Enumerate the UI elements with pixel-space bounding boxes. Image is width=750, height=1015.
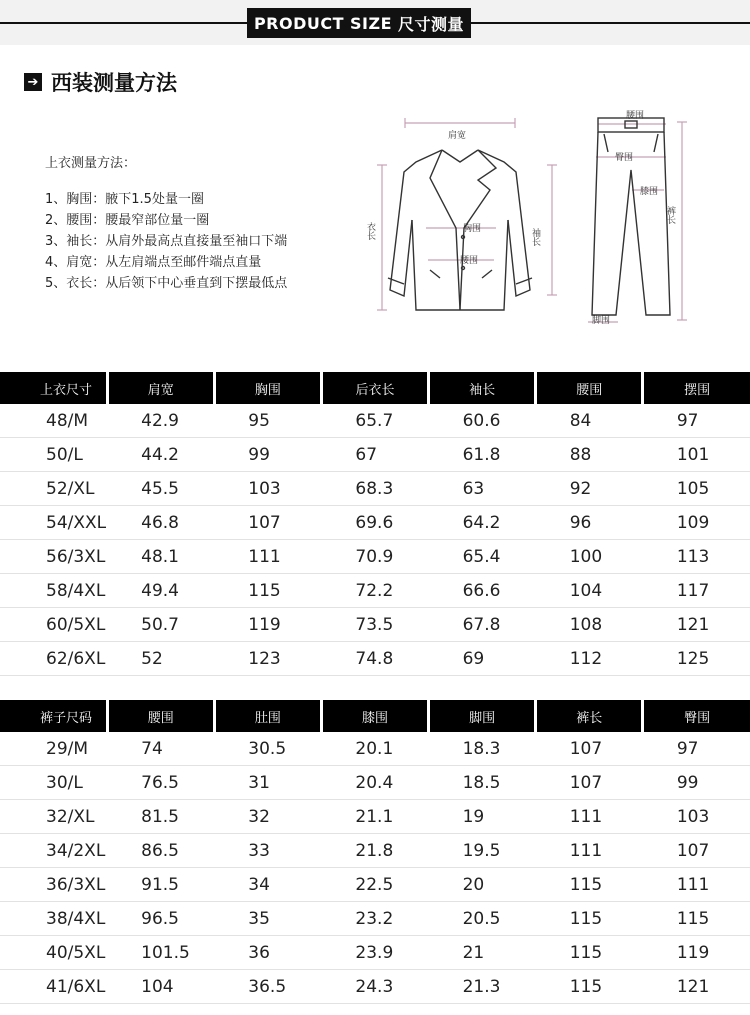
table-cell: 32 <box>214 800 321 834</box>
table-cell: 52/XL <box>0 472 107 506</box>
table-cell: 123 <box>214 642 321 676</box>
column-header: 后衣长 <box>321 372 428 404</box>
table-cell: 67 <box>321 438 428 472</box>
table-cell: 101.5 <box>107 936 214 970</box>
table-cell: 96 <box>536 506 643 540</box>
table-cell: 103 <box>214 472 321 506</box>
label-pants-knee: 膝围 <box>640 187 659 197</box>
pants-size-table <box>0 700 750 1004</box>
table-cell: 107 <box>536 766 643 800</box>
table-cell: 112 <box>536 642 643 676</box>
table-cell: 36/3XL <box>0 868 107 902</box>
table-cell: 100 <box>536 540 643 574</box>
table-cell: 111 <box>536 834 643 868</box>
table-cell: 36.5 <box>214 970 321 1004</box>
table-row <box>0 902 750 936</box>
table-row <box>0 608 750 642</box>
table-row <box>0 868 750 902</box>
table-cell: 52 <box>107 642 214 676</box>
table-cell: 96.5 <box>107 902 214 936</box>
table-cell: 99 <box>214 438 321 472</box>
table-cell: 21 <box>429 936 536 970</box>
table-cell: 21.3 <box>429 970 536 1004</box>
table-cell: 63 <box>429 472 536 506</box>
table-cell: 35 <box>214 902 321 936</box>
table-cell: 101 <box>643 438 750 472</box>
arrow-right-icon: ➔ <box>24 73 42 91</box>
table-cell: 72.2 <box>321 574 428 608</box>
table-cell: 84 <box>536 404 643 438</box>
table-cell: 40/5XL <box>0 936 107 970</box>
table-cell: 70.9 <box>321 540 428 574</box>
table-cell: 18.3 <box>429 732 536 766</box>
table-cell: 121 <box>643 970 750 1004</box>
table-cell: 81.5 <box>107 800 214 834</box>
label-chest: 胸围 <box>463 224 482 234</box>
table-cell: 67.8 <box>429 608 536 642</box>
table-cell: 109 <box>643 506 750 540</box>
table-cell: 24.3 <box>321 970 428 1004</box>
table-cell: 115 <box>536 868 643 902</box>
table-row <box>0 404 750 438</box>
table-cell: 31 <box>214 766 321 800</box>
label-waist: 腰围 <box>460 256 479 266</box>
table-cell: 29/M <box>0 732 107 766</box>
table-cell: 22.5 <box>321 868 428 902</box>
banner-title <box>247 8 471 38</box>
table-cell: 111 <box>214 540 321 574</box>
table-cell: 99 <box>643 766 750 800</box>
pants-icon <box>570 110 695 325</box>
table-cell: 107 <box>643 834 750 868</box>
instruction-item: 4、肩宽：从左肩端点至邮件端点直量 <box>45 255 262 270</box>
table-row <box>0 970 750 1004</box>
column-header: 裤子尺码 <box>0 700 107 732</box>
table-cell: 20 <box>429 868 536 902</box>
table-cell: 111 <box>643 868 750 902</box>
table-cell: 34/2XL <box>0 834 107 868</box>
table-row <box>0 766 750 800</box>
label-sleeve: 袖长 <box>530 228 540 246</box>
table-cell: 117 <box>643 574 750 608</box>
table-cell: 65.4 <box>429 540 536 574</box>
table-cell: 60.6 <box>429 404 536 438</box>
table-header-row <box>0 700 750 732</box>
table-cell: 113 <box>643 540 750 574</box>
banner-en-2: SIZE <box>350 13 393 33</box>
table-cell: 74.8 <box>321 642 428 676</box>
column-header: 胸围 <box>214 372 321 404</box>
column-header: 腰围 <box>536 372 643 404</box>
table-cell: 65.7 <box>321 404 428 438</box>
table-cell: 104 <box>536 574 643 608</box>
table-cell: 56/3XL <box>0 540 107 574</box>
instruction-item: 5、衣长：从后领下中心垂直到下摆最低点 <box>45 276 288 291</box>
table-cell: 48/M <box>0 404 107 438</box>
table-row <box>0 834 750 868</box>
label-shoulder: 肩宽 <box>448 131 467 141</box>
table-cell: 49.4 <box>107 574 214 608</box>
table-cell: 69 <box>429 642 536 676</box>
table-cell: 66.6 <box>429 574 536 608</box>
table-cell: 19.5 <box>429 834 536 868</box>
table-cell: 115 <box>643 902 750 936</box>
column-header: 摆围 <box>643 372 750 404</box>
table-cell: 91.5 <box>107 868 214 902</box>
instruction-item: 1、胸围：腋下1.5处量一圈 <box>45 192 204 207</box>
table-cell: 88 <box>536 438 643 472</box>
table-cell: 44.2 <box>107 438 214 472</box>
table-cell: 108 <box>536 608 643 642</box>
table-cell: 68.3 <box>321 472 428 506</box>
table-cell: 86.5 <box>107 834 214 868</box>
table-row <box>0 732 750 766</box>
table-cell: 60/5XL <box>0 608 107 642</box>
label-pants-hem: 脚围 <box>592 316 611 325</box>
table-cell: 18.5 <box>429 766 536 800</box>
table-cell: 33 <box>214 834 321 868</box>
tops-size-table <box>0 372 750 676</box>
table-cell: 105 <box>643 472 750 506</box>
banner-en-1: PRODUCT <box>253 13 345 33</box>
table-cell: 73.5 <box>321 608 428 642</box>
table-cell: 119 <box>643 936 750 970</box>
column-header: 腰围 <box>107 700 214 732</box>
table-cell: 50/L <box>0 438 107 472</box>
table-cell: 21.1 <box>321 800 428 834</box>
table-cell: 19 <box>429 800 536 834</box>
table-cell: 21.8 <box>321 834 428 868</box>
table-cell: 42.9 <box>107 404 214 438</box>
table-cell: 46.8 <box>107 506 214 540</box>
table-row <box>0 574 750 608</box>
table-cell: 69.6 <box>321 506 428 540</box>
column-header: 脚围 <box>429 700 536 732</box>
table-cell: 50.7 <box>107 608 214 642</box>
table-cell: 103 <box>643 800 750 834</box>
table-cell: 48.1 <box>107 540 214 574</box>
label-length: 衣长 <box>365 222 375 240</box>
table-cell: 107 <box>214 506 321 540</box>
column-header: 袖长 <box>429 372 536 404</box>
table-cell: 111 <box>536 800 643 834</box>
column-header: 肩宽 <box>107 372 214 404</box>
column-header: 臀围 <box>643 700 750 732</box>
table-cell: 20.1 <box>321 732 428 766</box>
table-cell: 58/4XL <box>0 574 107 608</box>
table-cell: 74 <box>107 732 214 766</box>
table-row <box>0 540 750 574</box>
table-row <box>0 438 750 472</box>
table-cell: 107 <box>536 732 643 766</box>
table-cell: 95 <box>214 404 321 438</box>
table-cell: 20.4 <box>321 766 428 800</box>
banner-cn: 尺寸测量 <box>398 14 465 34</box>
page-banner <box>0 0 750 45</box>
jacket-diagram <box>360 110 560 325</box>
table-cell: 34 <box>214 868 321 902</box>
label-pants-length: 裤长 <box>665 206 675 224</box>
table-cell: 64.2 <box>429 506 536 540</box>
table-cell: 97 <box>643 404 750 438</box>
section-title <box>24 67 177 97</box>
column-header: 裤长 <box>536 700 643 732</box>
table-row <box>0 936 750 970</box>
table-cell: 115 <box>536 970 643 1004</box>
table-cell: 20.5 <box>429 902 536 936</box>
banner-line-left <box>0 22 247 24</box>
instruction-item: 2、腰围：腰最窄部位量一圈 <box>45 213 210 228</box>
table-cell: 54/XXL <box>0 506 107 540</box>
table-header-row <box>0 372 750 404</box>
column-header: 膝围 <box>321 700 428 732</box>
table-cell: 45.5 <box>107 472 214 506</box>
jacket-icon <box>360 110 560 325</box>
table-row <box>0 642 750 676</box>
table-cell: 36 <box>214 936 321 970</box>
table-cell: 30.5 <box>214 732 321 766</box>
instructions <box>45 152 287 294</box>
table-cell: 97 <box>643 732 750 766</box>
table-cell: 104 <box>107 970 214 1004</box>
table-cell: 76.5 <box>107 766 214 800</box>
table-cell: 30/L <box>0 766 107 800</box>
table-cell: 62/6XL <box>0 642 107 676</box>
table-row <box>0 506 750 540</box>
table-cell: 32/XL <box>0 800 107 834</box>
table-cell: 121 <box>643 608 750 642</box>
column-header: 肚围 <box>214 700 321 732</box>
instructions-heading: 上衣测量方法： <box>45 156 137 171</box>
table-cell: 38/4XL <box>0 902 107 936</box>
label-pants-waist: 腰围 <box>626 111 645 121</box>
table-cell: 115 <box>536 902 643 936</box>
table-cell: 115 <box>214 574 321 608</box>
pants-diagram <box>570 110 695 325</box>
table-cell: 41/6XL <box>0 970 107 1004</box>
table-row <box>0 800 750 834</box>
instruction-item: 3、袖长：从肩外最高点直接量至袖口下端 <box>45 234 288 249</box>
table-cell: 125 <box>643 642 750 676</box>
table-cell: 92 <box>536 472 643 506</box>
table-cell: 115 <box>536 936 643 970</box>
table-cell: 23.2 <box>321 902 428 936</box>
banner-line-right <box>471 22 750 24</box>
table-cell: 23.9 <box>321 936 428 970</box>
section-title-text: 西装测量方法 <box>51 71 177 95</box>
table-cell: 61.8 <box>429 438 536 472</box>
label-pants-hip: 臀围 <box>615 153 634 163</box>
table-row <box>0 472 750 506</box>
column-header: 上衣尺寸 <box>0 372 107 404</box>
table-cell: 119 <box>214 608 321 642</box>
